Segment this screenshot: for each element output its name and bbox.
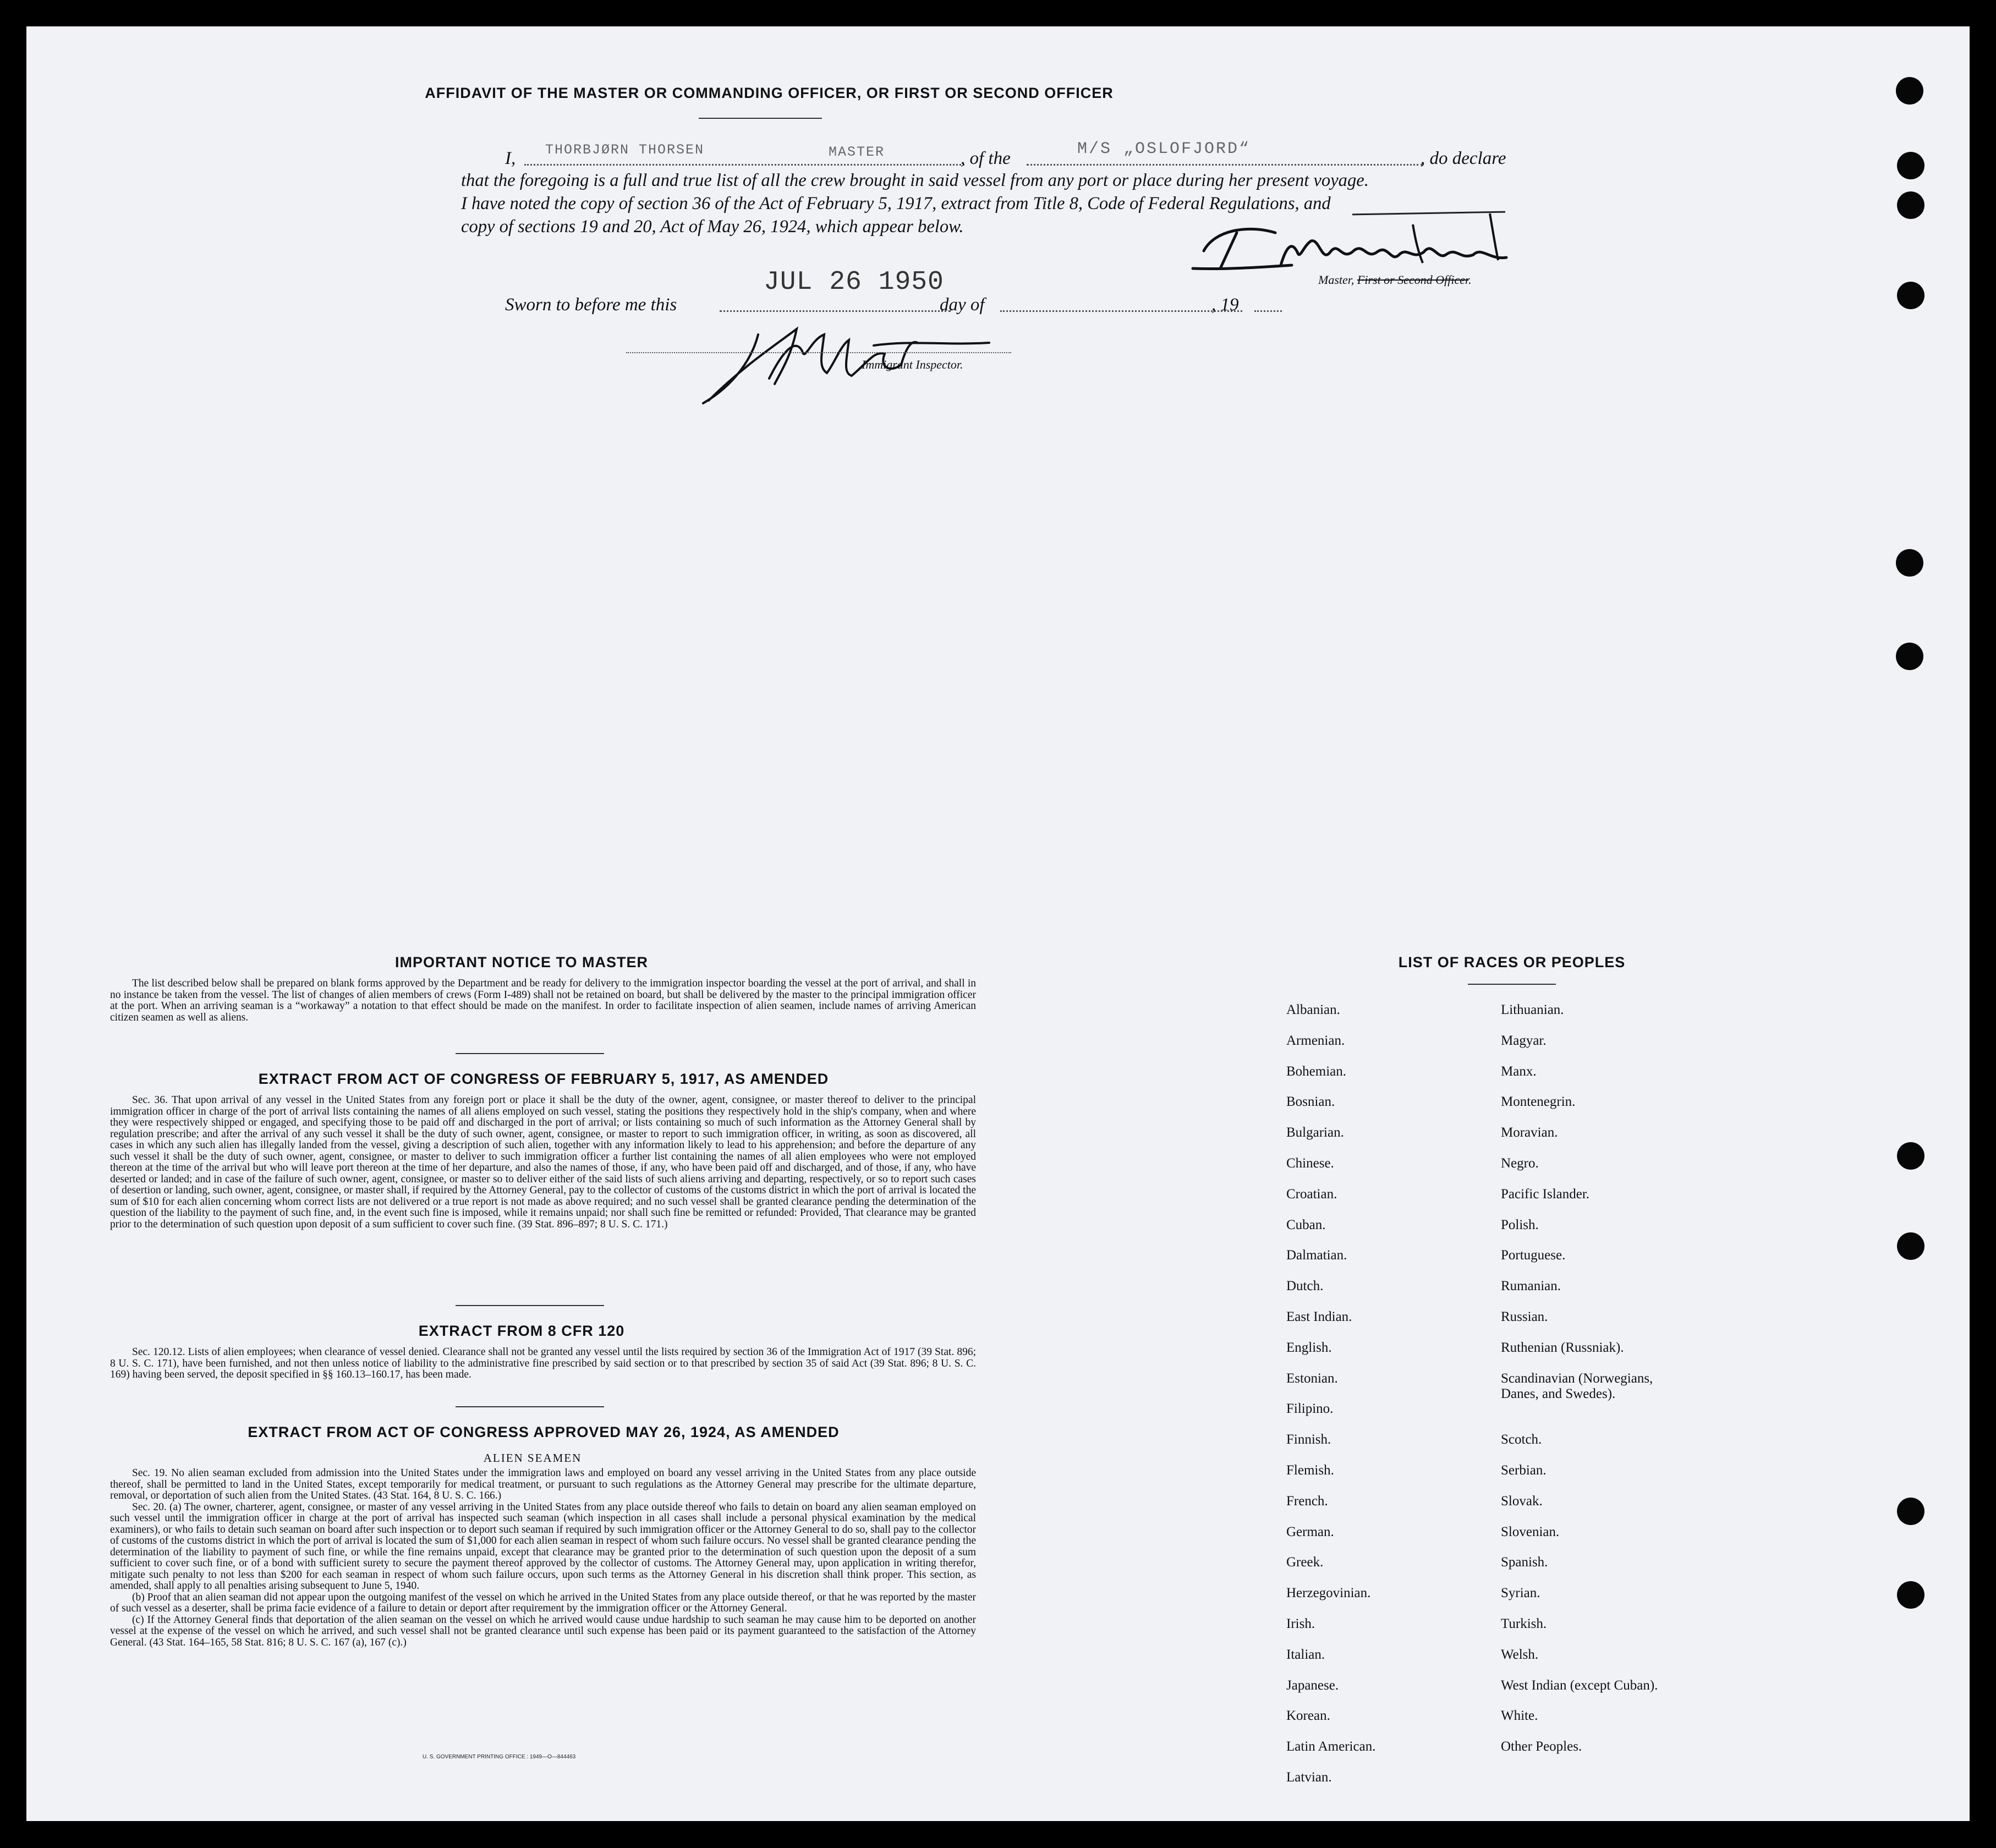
races-right-column	[1501, 1002, 1682, 1770]
extract-cfr-body	[110, 1347, 976, 1381]
race-item: French.	[1286, 1493, 1328, 1509]
race-item: Chinese.	[1286, 1155, 1334, 1171]
race-item: Pacific Islander.	[1501, 1186, 1590, 1202]
race-item: Finnish.	[1286, 1432, 1331, 1447]
signature-caption-master: Master,	[1318, 273, 1357, 287]
race-item: Greek.	[1286, 1555, 1324, 1570]
sec-20a-text: Sec. 20. (a) The owner, charterer, agent, consignee, or master of any vessel arriving in the United States from any place outside thereof who fails to detain on board any alien seaman employed on such vessel until the immigration officer in charge at the port of arrival has inspected such seaman (which inspection in all cases shall include a personal physical examination by the medical examiners), or who fails to detain such seaman on board after such inspection or to deport such seaman if required by such immigration officer or the Attorney General to do so, shall pay to the collector of customs of the customs district in which the port of arrival is located the sum of $1,000 for each alien seaman in respect of whom such failure occurs. No vessel shall be granted clearance pending the determination of the liability to payment of such fine, or while the fine remains unpaid, except that clearance may be granted prior to the determination of such question upon the deposit of a sum sufficient to cover such fine, or of a bond with sufficient surety to secure the payment thereof approved by the collector of customs. The Attorney General may, upon application in writing therefor, mitigate such penalty to not less than $200 for each seaman in respect of whom such failure occurs, upon such terms as the Attorney General in his discretion shall think proper. This section, as amended, shall apply to all penalties arising subsequent to June 5, 1940.	[110, 1501, 976, 1592]
manifest-page	[26, 26, 1970, 1821]
affidavit-line-2: that the foregoing is a full and true list of all the crew brought in said vessel from any port or place during her present voyage.	[461, 171, 1369, 190]
race-item: Bohemian.	[1286, 1063, 1347, 1079]
race-item: Syrian.	[1501, 1586, 1540, 1601]
race-item: West Indian (except Cuban).	[1501, 1677, 1658, 1693]
sec-120-12-text: Sec. 120.12. Lists of alien employees; when clearance of vessel denied. Clearance shall not be granted any vessel until the lists required by section 36 of the Immigration Act of 1917 (39 Stat. 896; 8 U. S. C. 171), have been furnished, and not then unless notice of liability to the administrative fine prescribed by said section or to that prescribed by section 35 of said Act (39 Stat. 896; 8 U. S. C. 169) having been served, the deposit specified in §§ 160.13–160.17, has been made.	[110, 1346, 976, 1380]
race-item: English.	[1286, 1340, 1332, 1355]
race-item: Polish.	[1501, 1217, 1539, 1232]
signature-caption-end: .	[1468, 273, 1472, 287]
race-item: Montenegrin.	[1501, 1094, 1576, 1110]
sworn-month-line	[1000, 310, 1242, 312]
punch-hole	[1896, 77, 1923, 105]
sec-19-text: Sec. 19. No alien seaman excluded from admission into the United States under the immigration laws and employed on board any vessel arriving in the United States from any place outside thereof, shall be permitted to land in the United States, except temporarily for medical treatment, or pursuant to such regulations as the Attorney General may prescribe for the ultimate departure, removal, or deportation of such alien from the United States. (43 Stat. 164, 8 U. S. C. 166.)	[110, 1467, 976, 1501]
punch-hole	[1897, 1142, 1924, 1170]
race-item: Russian.	[1501, 1309, 1548, 1324]
race-item: Latvian.	[1286, 1769, 1332, 1785]
sworn-year-prefix: , 19	[1211, 295, 1239, 315]
race-item: Moravian.	[1501, 1125, 1558, 1140]
race-item: Serbian.	[1501, 1462, 1547, 1478]
extract-1924-title: EXTRACT FROM ACT OF CONGRESS APPROVED MAY 26, 1924, AS AMENDED	[248, 1424, 840, 1440]
master-rank: MASTER	[829, 144, 885, 160]
race-item: Italian.	[1286, 1647, 1325, 1662]
vessel-name: M/S „OSLOFJORD“	[1077, 140, 1251, 158]
race-item: Albanian.	[1286, 1002, 1340, 1017]
race-item: Negro.	[1501, 1155, 1539, 1171]
race-item: Rumanian.	[1501, 1279, 1561, 1294]
sworn-prefix: Sworn to before me this	[505, 295, 677, 315]
date-stamp: JUL 26 1950	[764, 267, 944, 297]
sworn-day-of: day of	[940, 295, 985, 315]
of-the-label: , of the	[961, 149, 1011, 168]
race-item: Japanese.	[1286, 1677, 1339, 1693]
section-rule	[456, 1305, 604, 1306]
race-item: Lithuanian.	[1501, 1002, 1564, 1017]
sec-20b-text: (b) Proof that an alien seaman did not appear upon the outgoing manifest of the vessel on which he arrived in the United States from any place outside thereof, or that he was reported by the master of such vessel as a deserter, shall be prima facie evidence of a failure to detain or deport after requirement by the immigration officer or the Attorney General.	[110, 1591, 976, 1614]
gpo-footer: U. S. GOVERNMENT PRINTING OFFICE : 1949—O—844463	[423, 1754, 576, 1760]
race-item: Scandinavian (Norwegians, Danes, and Swedes).	[1501, 1370, 1653, 1401]
notice-text: The list described below shall be prepared on blank forms approved by the Department and be ready for delivery to the immigration inspector boarding the vessel at the port of arrival, and shall in no instance be taken from the vessel. The list of changes of alien members of crews (Form I-489) shall not be retained on board, but shall be delivered by the master to the principal immigration officer at the port. When an arriving seaman is a “workaway” a notation to that effect should be made on the manifest. In order to facilitate inspection of alien seamen, include names of arriving American citizen seamen as well as aliens.	[110, 978, 976, 1023]
race-item: Other Peoples.	[1501, 1739, 1582, 1754]
master-signature	[1182, 208, 1512, 279]
inspector-line	[626, 352, 1011, 353]
section-rule	[456, 1053, 604, 1054]
race-item: Scotch.	[1501, 1432, 1542, 1447]
race-item: Korean.	[1286, 1708, 1330, 1724]
race-item: Croatian.	[1286, 1186, 1337, 1202]
section-rule	[456, 1406, 604, 1407]
race-item: Dalmatian.	[1286, 1248, 1347, 1263]
race-item: East Indian.	[1286, 1309, 1352, 1324]
sec-36-text: Sec. 36. That upon arrival of any vessel in the United States from any foreign port or place it shall be the duty of the owner, agent, consignee, or master thereof to deliver to the principal immigration officer in charge of the port of arrival lists containing the names of all aliens employed on such vessel, stating the positions they respectively hold in the ship's company, when and where they were respectively shipped or engaged, and specifying those to be paid off and discharged in the port of arrival; or lists containing so much of such information as the Attorney General shall by regulation prescribe; and after the arrival of any such vessel it shall be the duty of such owner, agent, consignee, or master to report to such immigration officer, in writing, as soon as discovered, all cases in which any such alien has illegally landed from the vessel, giving a description of such alien, together with any information likely to lead to his apprehension; and before the departure of any such vessel it shall be the duty of such owner, agent, consignee, or master to deliver to such immigration officer a further list containing the names of all alien employees who were not employed thereon at the time of the arrival but who will leave port thereon at the time of her departure, and also the names of those, if any, who have been paid off and discharged, and of those, if any, who have deserted or landed; and in case of the failure of such owner, agent, consignee, or master so to deliver either of the said lists of such aliens arriving and departing, respectively, or so to report such cases of desertion or landing, such owner, agent, consignee, or master shall, if required by the Attorney General, pay to the collector of customs of the customs district in which the port of arrival is located the sum of $10 for each alien concerning whom correct lists are not delivered or a true report is not made as above required; and no such vessel shall be granted clearance pending the determination of the question of the liability to the payment of such fine, and, in the event such fine is imposed, while it remains unpaid; nor shall such fine be remitted or refunded: Provided, That clearance may be granted prior to the determination of such question upon deposit of a sum sufficient to cover such fine. (39 Stat. 896–897; 8 U. S. C. 171.)	[110, 1094, 976, 1230]
race-item: Welsh.	[1501, 1647, 1539, 1662]
punch-hole	[1897, 1232, 1924, 1260]
notice-title: IMPORTANT NOTICE TO MASTER	[395, 954, 648, 970]
master-name: THORBJØRN THORSEN	[545, 142, 705, 158]
punch-hole	[1897, 1581, 1924, 1609]
races-rule	[1468, 984, 1556, 985]
master-name-line	[524, 164, 964, 166]
race-item: Slovenian.	[1501, 1524, 1560, 1539]
punch-hole	[1896, 643, 1923, 670]
race-item: Flemish.	[1286, 1462, 1334, 1478]
races-title: LIST OF RACES OR PEOPLES	[1398, 954, 1626, 970]
extract-1917-title: EXTRACT FROM ACT OF CONGRESS OF FEBRUARY 5, 1917, AS AMENDED	[258, 1071, 829, 1087]
affidavit-title: AFFIDAVIT OF THE MASTER OR COMMANDING OFFICER, OR FIRST OR SECOND OFFICER	[425, 85, 1114, 101]
sec-20c-text: (c) If the Attorney General finds that deportation of the alien seaman on the vessel on which he arrived would cause undue hardship to such seaman he may cause him to be deported on another vessel at the expense of the vessel on which he arrived, and such vessel shall not be granted clearance until such expense has been paid or its payment guaranteed to the satisfaction of the Attorney General. (43 Stat. 164–165, 58 Stat. 816; 8 U. S. C. 167 (a), 167 (c).)	[110, 1614, 976, 1648]
race-item: Turkish.	[1501, 1616, 1547, 1631]
race-item: Filipino.	[1286, 1401, 1334, 1417]
signature-caption	[1318, 273, 1472, 287]
race-item: Portuguese.	[1501, 1248, 1566, 1263]
vessel-name-line	[1027, 164, 1423, 166]
race-item: Spanish.	[1501, 1555, 1548, 1570]
race-item: Armenian.	[1286, 1033, 1345, 1048]
race-item: White.	[1501, 1708, 1538, 1724]
title-rule	[699, 118, 822, 119]
sworn-date-line	[720, 310, 951, 312]
punch-hole	[1897, 282, 1924, 309]
affidavit-line-4: copy of sections 19 and 20, Act of May 26, 1924, which appear below.	[461, 217, 964, 237]
race-item: Herzegovinian.	[1286, 1586, 1371, 1601]
races-left-column	[1286, 1002, 1375, 1801]
race-item: Cuban.	[1286, 1217, 1326, 1232]
inspector-caption: Immigrant Inspector.	[862, 358, 963, 371]
race-item: Bulgarian.	[1286, 1125, 1344, 1140]
race-item: Ruthenian (Russniak).	[1501, 1340, 1624, 1355]
punch-hole	[1897, 191, 1924, 219]
signature-caption-struck: First or Second Officer	[1357, 273, 1469, 287]
race-item: Bosnian.	[1286, 1094, 1335, 1110]
affidavit-line-3: I have noted the copy of section 36 of the Act of February 5, 1917, extract from Title 8, Code of Federal Regulations, and	[461, 194, 1331, 213]
race-item: Magyar.	[1501, 1033, 1547, 1048]
extract-1924-body	[110, 1468, 976, 1648]
extract-1917-body	[110, 1095, 976, 1230]
race-item: Slovak.	[1501, 1493, 1543, 1509]
alien-seamen-subtitle: ALIEN SEAMEN	[483, 1451, 582, 1465]
race-item: Dutch.	[1286, 1279, 1324, 1294]
race-item: Estonian.	[1286, 1370, 1338, 1386]
notice-body	[110, 978, 976, 1023]
affidavit-intro: I,	[505, 149, 516, 168]
extract-cfr-title: EXTRACT FROM 8 CFR 120	[418, 1323, 625, 1339]
race-item: Irish.	[1286, 1616, 1315, 1631]
sworn-year-line	[1254, 310, 1282, 312]
punch-hole	[1897, 152, 1924, 179]
punch-hole	[1897, 1498, 1924, 1525]
race-item: German.	[1286, 1524, 1334, 1539]
race-item: Manx.	[1501, 1063, 1537, 1079]
do-declare-label: , do declare	[1421, 149, 1506, 168]
punch-hole	[1896, 549, 1923, 577]
race-item: Latin American.	[1286, 1739, 1376, 1754]
